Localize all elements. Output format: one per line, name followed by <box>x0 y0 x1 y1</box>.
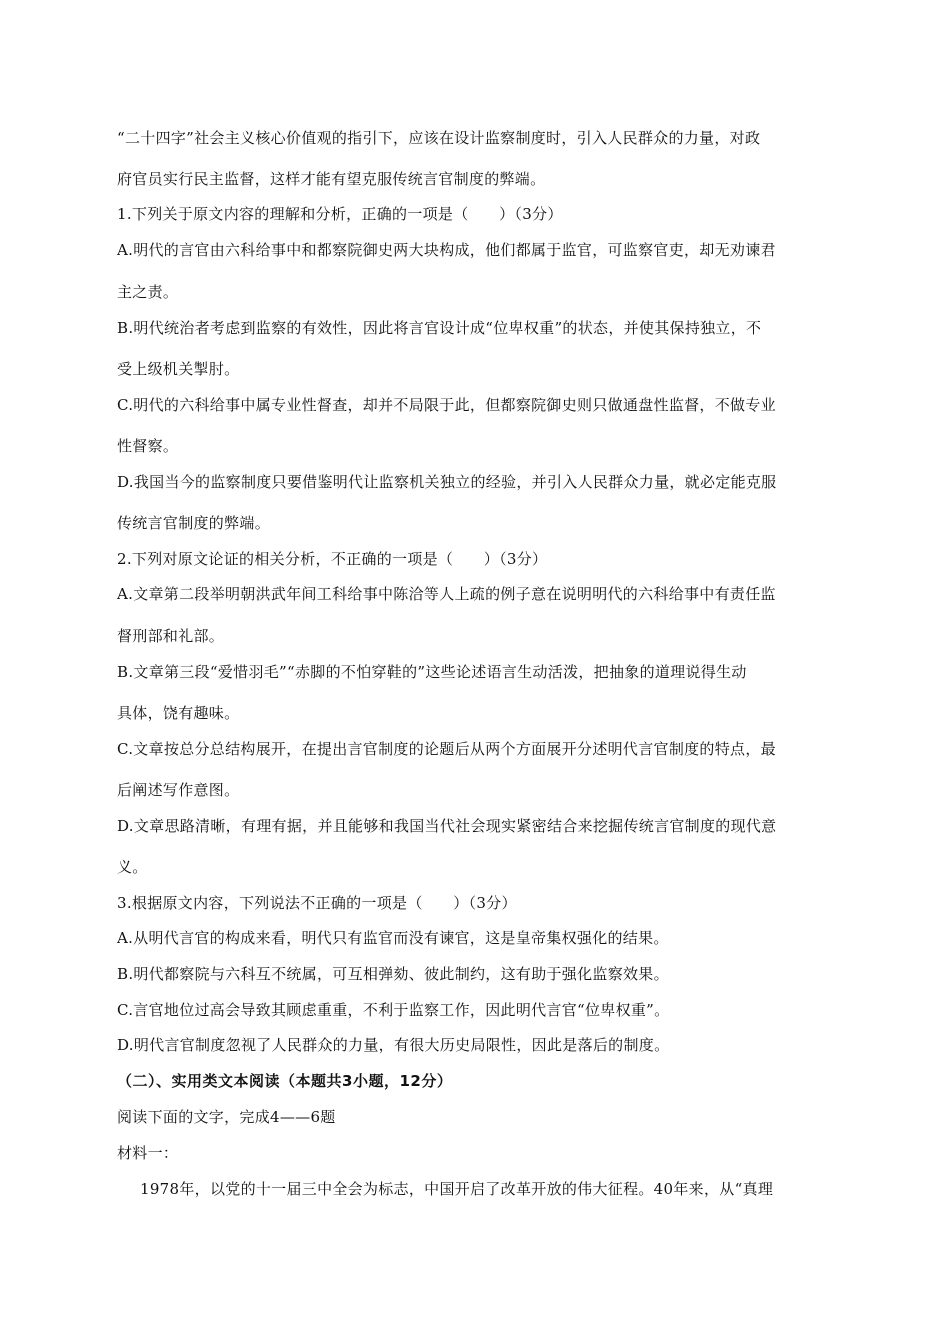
option-2b: B.文章第三段“爱惜羽毛”“赤脚的不怕穿鞋的”这些论述语言生动活泼，把抽象的道理说得生动 <box>117 663 747 681</box>
option-1a-cont: 主之责。 <box>117 283 179 301</box>
option-1c: C.明代的六科给事中属专业性督查，却并不局限于此，但都察院御史则只做通盘性监督，不做专业 <box>117 396 776 414</box>
option-3c: C.言官地位过高会导致其顾虑重重，不利于监察工作，因此明代言官“位卑权重”。 <box>117 1001 670 1019</box>
option-2c-cont: 后阐述写作意图。 <box>117 781 240 799</box>
instruction: 阅读下面的文字，完成4——6题 <box>117 1108 336 1126</box>
option-2c: C.文章按总分总结构展开，在提出言官制度的论题后从两个方面展开分述明代言官制度的特点，最 <box>117 740 776 758</box>
question-2: 2.下列对原文论证的相关分析，不正确的一项是（ ）（3分） <box>117 550 548 568</box>
option-3a: A.从明代言官的构成来看，明代只有监官而没有谏官，这是皇帝集权强化的结果。 <box>117 929 669 947</box>
text-line: “二十四字”社会主义核心价值观的指引下，应该在设计监察制度时，引入人民群众的力量，对政 <box>117 129 761 147</box>
option-2d: D.文章思路清晰，有理有据，并且能够和我国当代社会现实紧密结合来挖掘传统言官制度的现代意 <box>117 817 777 835</box>
option-3d: D.明代言官制度忽视了人民群众的力量，有很大历史局限性，因此是落后的制度。 <box>117 1036 670 1054</box>
option-3b: B.明代都察院与六科互不统属，可互相弹劾、彼此制约，这有助于强化监察效果。 <box>117 965 669 983</box>
option-2a-cont: 督刑部和礼部。 <box>117 627 225 645</box>
material-label: 材料一： <box>117 1144 179 1162</box>
question-1: 1.下列关于原文内容的理解和分析，正确的一项是（ ）（3分） <box>117 205 563 223</box>
question-3: 3.根据原文内容，下列说法不正确的一项是（ ）（3分） <box>117 894 517 912</box>
material-paragraph: 1978年，以党的十一届三中全会为标志，中国开启了改革开放的伟大征程。40年来，从“真理 <box>140 1180 774 1198</box>
option-1d: D.我国当今的监察制度只要借鉴明代让监察机关独立的经验，并引入人民群众力量，就必定能克服 <box>117 473 777 491</box>
option-1b-cont: 受上级机关掣肘。 <box>117 360 240 378</box>
option-2d-cont: 义。 <box>117 858 148 876</box>
option-2b-cont: 具体，饶有趣味。 <box>117 704 240 722</box>
option-1b: B.明代统治者考虑到监察的有效性，因此将言官设计成“位卑权重”的状态，并使其保持独立，不 <box>117 319 762 337</box>
option-2a: A.文章第二段举明朝洪武年间工科给事中陈洽等人上疏的例子意在说明明代的六科给事中有责任监 <box>117 585 776 603</box>
text-line: 府官员实行民主监督，这样才能有望克服传统言官制度的弊端。 <box>117 170 546 188</box>
option-1c-cont: 性督察。 <box>117 437 179 455</box>
section-heading: （二）、实用类文本阅读（本题共3小题，12分） <box>117 1072 453 1090</box>
option-1a: A.明代的言官由六科给事中和都察院御史两大块构成，他们都属于监官，可监察官吏，却无劝谏君 <box>117 241 776 259</box>
option-1d-cont: 传统言官制度的弊端。 <box>117 514 271 532</box>
